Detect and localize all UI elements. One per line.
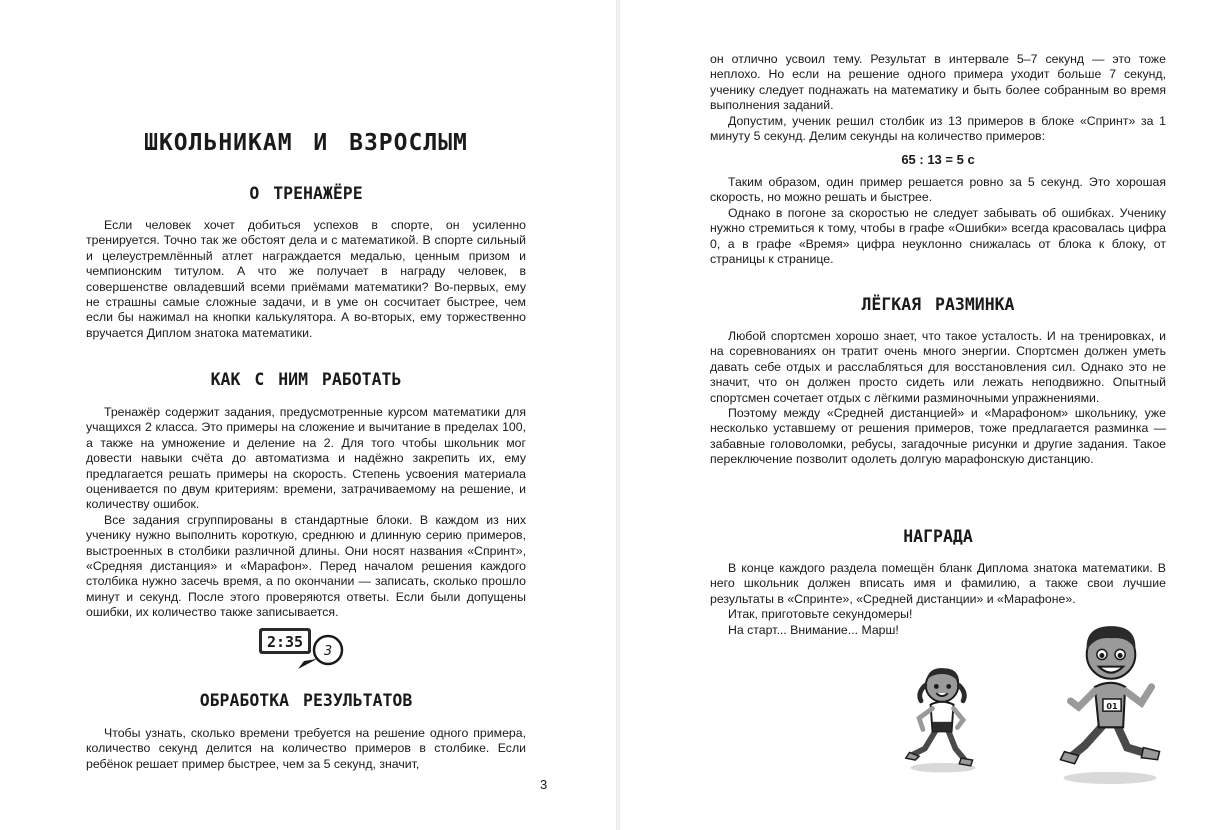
- timer-display: 2:35: [266, 633, 304, 651]
- paragraph: Если человек хочет добиться успехов в спорте, он усиленно тренируется. Точно так же обстоят дела и с математикой. В спорте сильный и целеустремлённый атлет награждается медалью, ценным призом и чемпионским титулом. А что же получает в награду человек, в совершенстве овладевший всеми приёмами математики? Во-первых, ему не страшны самые сложные задачи, и в уме он сосчитает быстрее, чем если бы нажимал на кнопки калькулятора. А во-вторых, ему торжественно вручается Диплом знатока математики.: [86, 218, 526, 340]
- running-girl-illustration: [900, 660, 986, 776]
- right-page: [620, 0, 1232, 830]
- after-formula-text: [710, 175, 1166, 267]
- heading-results-processing: ОБРАБОТКА РЕЗУЛЬТАТОВ: [199, 691, 413, 710]
- paragraph: он отлично усвоил тему. Результат в интервале 5–7 секунд — это тоже неплохо. Но если на решение одного примера уходит больше 7 секунд, ученику следует поднажать на математику и быть более собранным во время выполнения заданий.: [710, 52, 1166, 113]
- main-title: ШКОЛЬНИКАМ И ВЗРОСЛЫМ: [144, 130, 468, 156]
- paragraph: Чтобы узнать, сколько времени требуется на решение одного примера, количество секунд делится на количество примеров в столбике. Если ребёнок решает пример быстрее, чем за 5 секунд, значит,: [86, 726, 526, 771]
- section-warmup-text: [710, 329, 1166, 468]
- section-results-processing-text: [86, 726, 526, 772]
- paragraph: Поэтому между «Средней дистанцией» и «Марафоном» школьнику, уже несколько уставшему от решения примеров, тоже предлагается разминка — забавные головоломки, ребусы, загадочные рисунки и другие задания. Такое переключение позволит одолеть долгую марафонскую дистанцию.: [710, 406, 1166, 467]
- heading-reward: НАГРАДА: [903, 527, 973, 546]
- left-column: [86, 0, 526, 830]
- heading-about-trainer: О ТРЕНАЖЁРЕ: [249, 184, 363, 203]
- paragraph: Однако в погоне за скоростью не следует забывать об ошибках. Ученику нужно стремиться к тому, чтобы в графе «Ошибки» всегда красовалась цифра 0, а в графе «Время» цифра неуклонно снижалась от блока к блоку, от страницы к странице.: [710, 205, 1166, 267]
- boy-bib-number: 01: [1106, 701, 1118, 712]
- stopwatch-icon: [258, 626, 348, 672]
- section-about-trainer-text: [86, 218, 526, 341]
- paragraph: Итак, приготовьте секундомеры!: [728, 607, 913, 622]
- section-how-to-work-text: [86, 405, 526, 621]
- page-number: 3: [540, 777, 548, 792]
- paragraph: Тренажёр содержит задания, предусмотренные курсом математики для учащихся 2 класса. Это примеры на сложение и вычитание в пределах 100, а также на умножение и деление на 2. Для того чтобы школьник мог довести навыки счёта до автоматизма и надёжно закрепить их, ему предлагается решать примеры на скорость. Степень усвоения материала оценивается по двум критериям: времени, затрачиваемому на решение, и количеству ошибок.: [86, 405, 526, 512]
- paragraph: Любой спортсмен хорошо знает, что такое усталость. И на тренировках, и на соревнованиях он тратит очень много энергии. Спортсмен должен уметь давать себе отдых и расслабляться для восстановления сил. Однако это не значит, что он должен просто сидеть или лежать неподвижно. Опытный спортсмен сочетает отдых с лёгкими разминочными упражнениями.: [710, 329, 1166, 405]
- formula: 65 : 13 = 5 с: [901, 152, 975, 167]
- timer-badge-number: 3: [323, 644, 333, 659]
- heading-warmup: ЛЁГКАЯ РАЗМИНКА: [861, 295, 1015, 314]
- paragraph: Допустим, ученик решил столбик из 13 примеров в блоке «Спринт» за 1 минуту 5 секунд. Делим секунды на количество примеров:: [710, 113, 1166, 144]
- heading-how-to-work: КАК С НИМ РАБОТАТЬ: [210, 370, 402, 389]
- paragraph: Таким образом, один пример решается ровно за 5 секунд. Это хорошая скорость, но можно решать и быстрее.: [710, 175, 1166, 205]
- paragraph: Все задания сгруппированы в стандартные блоки. В каждом из них ученику нужно выполнить короткую, среднюю и длинную серию примеров, выстроенных в столбики различной длины. Они носят названия «Спринт», «Средняя дистанция» и «Марафон». Перед началом решения каждого столбика нужно засечь время, а по окончании — записать, сколько прошло минут и секунд. После этого проверяются ответы. Если были допущены ошибки, их количество также записывается.: [86, 512, 526, 620]
- paragraph: В конце каждого раздела помещён бланк Диплома знатока математики. В него школьник должен вписать имя и фамилию, а также свои лучшие результаты в «Спринте», «Средней дистанции» и «Марафоне».: [710, 561, 1166, 606]
- running-boy-illustration: [1054, 614, 1166, 786]
- paragraph: На старт... Внимание... Марш!: [728, 622, 899, 637]
- continuation-text: [710, 52, 1166, 144]
